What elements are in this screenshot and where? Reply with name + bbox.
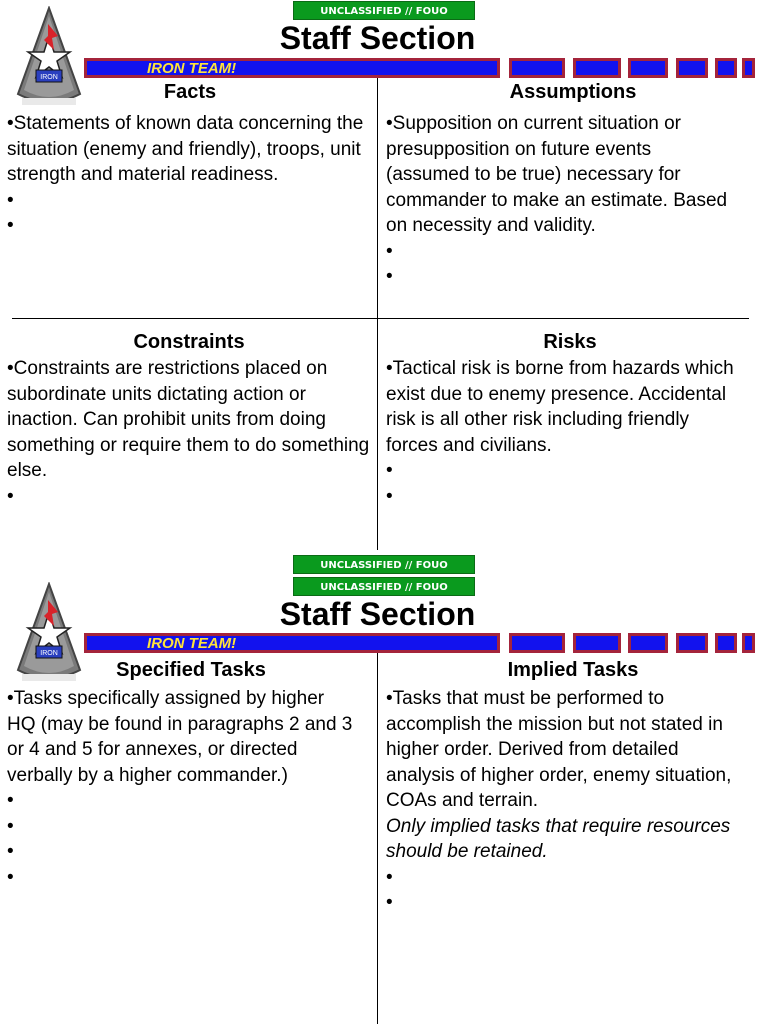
logo-text: IRON [40, 650, 58, 657]
body-line: • [7, 790, 14, 811]
banner-block [676, 58, 708, 78]
classification-banner-footer: UNCLASSIFIED // FOUO [293, 555, 475, 574]
quadrant-heading-specified-tasks: Specified Tasks [116, 659, 266, 681]
body-line: • [386, 892, 393, 913]
logo-text: IRON [40, 74, 58, 81]
body-line-italic: Only implied tasks that require resources should be retained. [386, 815, 731, 862]
banner-block [628, 633, 668, 653]
page-title: Staff Section [279, 596, 476, 632]
quadrant-heading-risks: Risks [543, 331, 597, 353]
quadrant-body-constraints [7, 356, 375, 509]
quadrant-divider-vertical [377, 653, 378, 1024]
quadrant-heading-facts: Facts [163, 81, 217, 103]
body-line: • [386, 460, 393, 481]
banner-block [628, 58, 668, 78]
quadrant-body-risks [386, 356, 736, 509]
banner-block [715, 58, 737, 78]
body-line: • [7, 485, 14, 507]
quadrant-heading-assumptions: Assumptions [509, 81, 637, 103]
body-line: • [7, 866, 14, 888]
banner-block [742, 58, 755, 78]
banner-block [573, 58, 621, 78]
banner-block [509, 58, 565, 78]
body-line: • [7, 189, 14, 211]
quadrant-body-assumptions [386, 111, 736, 290]
banner-block [742, 633, 755, 653]
body-line: • [386, 240, 393, 262]
quadrant-body-facts [7, 111, 375, 239]
classification-banner: UNCLASSIFIED // FOUO [293, 577, 475, 596]
quadrant-heading-constraints: Constraints [133, 331, 245, 353]
team-banner-bar [84, 58, 500, 78]
quadrant-divider-horizontal [12, 318, 749, 319]
team-name: IRON TEAM! [147, 60, 237, 77]
classification-banner: UNCLASSIFIED // FOUO [293, 1, 475, 20]
banner-block [509, 633, 565, 653]
body-line: • [386, 866, 393, 888]
quadrant-divider-vertical [377, 78, 378, 550]
body-line: •Tasks specifically assigned by higher HQ (may be found in paragraphs 2 and 3 or 4 and 5 for annexes, or directed verbally by a higher commander.) [7, 688, 353, 786]
banner-block [573, 633, 621, 653]
banner-block [715, 633, 737, 653]
body-line: •Tactical risk is borne from hazards which exist due to enemy presence. Accidental risk is all other risk including friendly forces and civilians. [386, 358, 734, 456]
body-line: • [7, 815, 14, 837]
body-line: •Tasks that must be performed to accomplish the mission but not stated in higher order. Derived from detailed analysis of higher order, enemy situation, COAs and terrain. [386, 688, 732, 811]
banner-block [676, 633, 708, 653]
body-line: • [386, 266, 393, 287]
body-line: • [386, 485, 393, 507]
body-line: •Constraints are restrictions placed on subordinate units dictating action or inaction. Can prohibit units from doing something or require them to do something else. [7, 358, 370, 481]
team-banner-bar [84, 633, 500, 653]
quadrant-heading-implied-tasks: Implied Tasks [507, 659, 639, 681]
body-line: •Statements of known data concerning the situation (enemy and friendly), troops, unit strength and material readiness. [7, 113, 364, 185]
body-line: •Supposition on current situation or presupposition on future events (assumed to be true) necessary for commander to make an estimate. Based on necessity and validity. [386, 113, 728, 236]
quadrant-body-specified-tasks [7, 686, 357, 890]
body-line: • [7, 215, 14, 236]
team-name: IRON TEAM! [147, 635, 237, 652]
page-title: Staff Section [279, 20, 476, 56]
quadrant-body-implied-tasks [386, 686, 738, 916]
body-line: • [7, 841, 14, 862]
